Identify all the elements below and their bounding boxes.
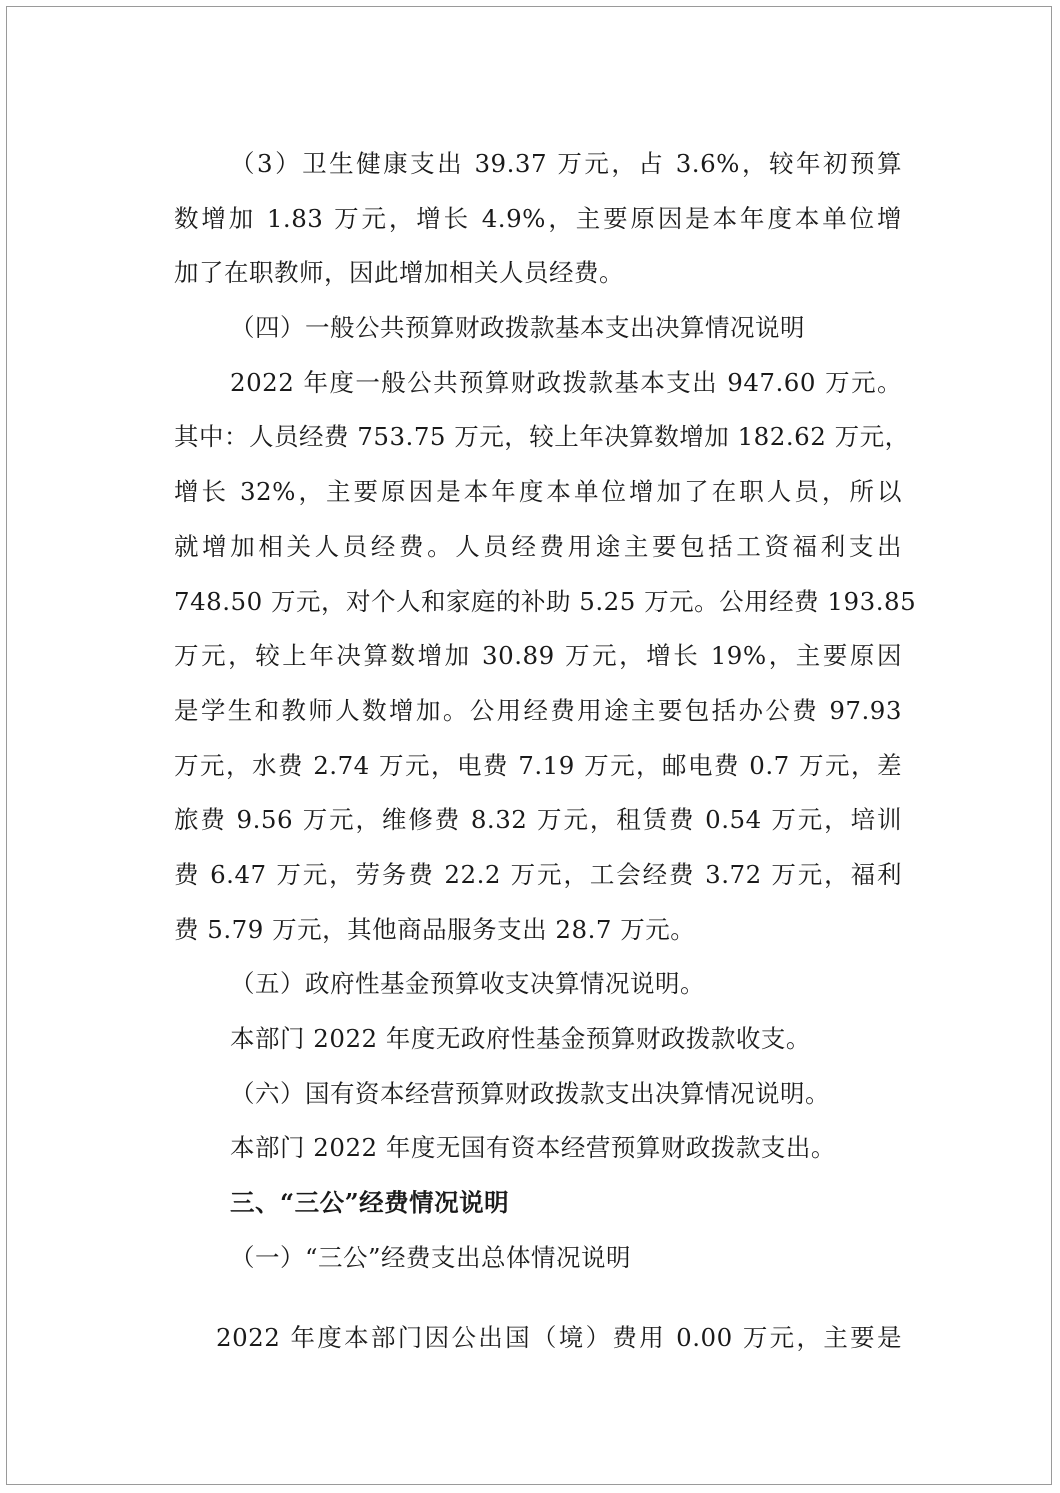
paragraph-line: 万元，水费 2.74 万元，电费 7.19 万元，邮电费 0.7 万元，差 — [174, 750, 902, 780]
chapter-heading: 三、“三公”经费情况说明 — [230, 1188, 510, 1218]
paragraph-line: 是学生和教师人数增加。公用经费用途主要包括办公费 97.93 — [174, 695, 902, 725]
paragraph-line: 旅费 9.56 万元，维修费 8.32 万元，租赁费 0.54 万元，培训 — [174, 805, 902, 835]
section-heading: （一）“三公”经费支出总体情况说明 — [230, 1242, 632, 1272]
paragraph-line: 增长 32%，主要原因是本年度本单位增加了在职人员，所以 — [174, 477, 902, 507]
paragraph-line: 本部门 2022 年度无国有资本经营预算财政拨款支出。 — [230, 1133, 836, 1163]
paragraph-line: 748.50 万元，对个人和家庭的补助 5.25 万元。公用经费 193.85 — [174, 586, 917, 616]
paragraph-line: 加了在职教师，因此增加相关人员经费。 — [174, 258, 624, 288]
document-page — [6, 6, 1052, 1485]
paragraph-line: 其中：人员经费 753.75 万元，较上年决算数增加 182.62 万元， — [174, 422, 910, 452]
paragraph-line: 本部门 2022 年度无政府性基金预算财政拨款收支。 — [230, 1024, 811, 1053]
section-heading: （五）政府性基金预算收支决算情况说明。 — [230, 969, 705, 999]
paragraph-line: 2022 年度本部门因公出国（境）费用 0.00 万元，主要是 — [216, 1323, 902, 1353]
paragraph-line: （3）卫生健康支出 39.37 万元，占 3.6%，较年初预算 — [230, 149, 902, 178]
paragraph-line: 数增加 1.83 万元，增长 4.9%，主要原因是本年度本单位增 — [174, 203, 902, 233]
paragraph-line: 费 6.47 万元，劳务费 22.2 万元，工会经费 3.72 万元，福利 — [174, 859, 902, 889]
paragraph-line: 就增加相关人员经费。人员经费用途主要包括工资福利支出 — [174, 531, 902, 561]
paragraph-line: 费 5.79 万元，其他商品服务支出 28.7 万元。 — [174, 914, 696, 944]
paragraph-line: 2022 年度一般公共预算财政拨款基本支出 947.60 万元。 — [230, 367, 902, 397]
section-heading: （四）一般公共预算财政拨款基本支出决算情况说明 — [230, 313, 805, 343]
paragraph-line: 万元，较上年决算数增加 30.89 万元，增长 19%，主要原因 — [174, 641, 902, 671]
section-heading: （六）国有资本经营预算财政拨款支出决算情况说明。 — [230, 1078, 830, 1108]
document-body — [174, 137, 917, 1366]
